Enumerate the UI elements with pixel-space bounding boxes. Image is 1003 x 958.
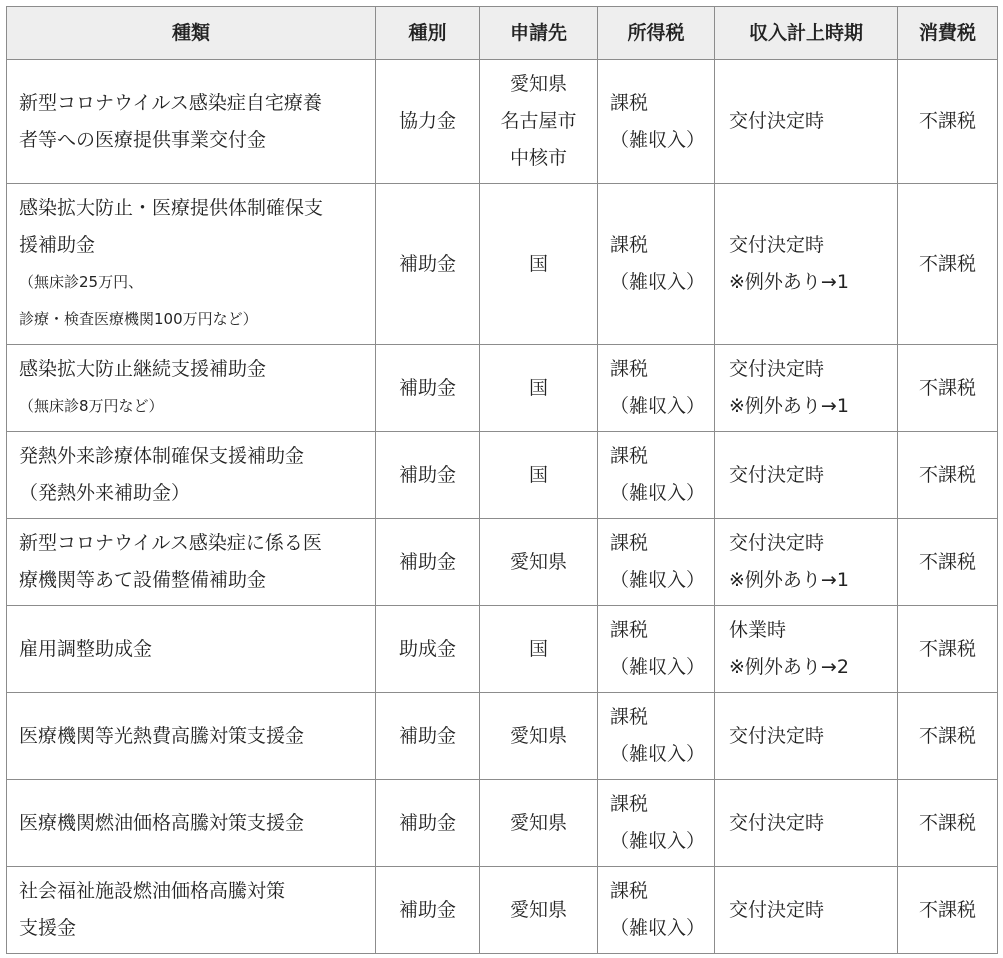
cell-income-tax bbox=[598, 432, 715, 519]
subsidy-tax-table bbox=[6, 6, 998, 954]
kind-note-lines-line: 診療・検査医療機関100万円など） bbox=[19, 310, 258, 328]
kind-lines-line: 発熱外来診療体制確保支援補助金 bbox=[19, 445, 305, 467]
cell-consumption-tax: 不課税 bbox=[898, 60, 998, 184]
income-tax-lines-line: （雑収入） bbox=[610, 128, 706, 151]
income-tax-lines-line: （雑収入） bbox=[610, 917, 706, 939]
timing-lines-line: 交付決定時 bbox=[729, 724, 825, 747]
kind-lines-line: 社会福祉施設燃油価格高騰対策 bbox=[19, 880, 286, 902]
kind-lines-line: 新型コロナウイルス感染症自宅療養 bbox=[19, 91, 322, 114]
income-tax-lines-line: （雑収入） bbox=[610, 656, 706, 678]
applicant-lines-line: 国 bbox=[528, 637, 548, 660]
cell-income-timing bbox=[715, 606, 898, 693]
cell-income-timing bbox=[715, 780, 898, 867]
table-row bbox=[7, 867, 998, 954]
table-row bbox=[7, 693, 998, 780]
timing-lines-line: 交付決定時 bbox=[729, 234, 825, 256]
cell-consumption-tax: 不課税 bbox=[898, 606, 998, 693]
applicant-lines-line: 愛知県 bbox=[509, 811, 567, 834]
cell-applicant bbox=[480, 345, 598, 432]
income-tax-lines-line: 課税 bbox=[610, 234, 649, 256]
cell-income-tax bbox=[598, 345, 715, 432]
timing-lines-line: ※例外あり→1 bbox=[729, 395, 849, 417]
cell-income-timing bbox=[715, 867, 898, 954]
timing-lines-line: ※例外あり→1 bbox=[729, 271, 849, 293]
table-row bbox=[7, 184, 998, 345]
timing-lines-line: 交付決定時 bbox=[729, 463, 825, 486]
cell-applicant bbox=[480, 780, 598, 867]
table-row bbox=[7, 60, 998, 184]
timing-lines-line: 休業時 bbox=[729, 619, 787, 641]
cell-income-tax bbox=[598, 780, 715, 867]
cell-kind bbox=[7, 345, 376, 432]
timing-lines-line: ※例外あり→2 bbox=[729, 656, 849, 678]
cell-kind bbox=[7, 780, 376, 867]
cell-category: 補助金 bbox=[376, 780, 480, 867]
income-tax-lines-line: 課税 bbox=[610, 706, 649, 728]
header-applicant: 申請先 bbox=[480, 7, 598, 60]
cell-income-tax bbox=[598, 60, 715, 184]
cell-income-timing bbox=[715, 345, 898, 432]
income-tax-lines-line: 課税 bbox=[610, 793, 649, 815]
cell-applicant bbox=[480, 519, 598, 606]
applicant-lines-line: 国 bbox=[528, 463, 548, 486]
cell-consumption-tax: 不課税 bbox=[898, 432, 998, 519]
cell-income-tax bbox=[598, 693, 715, 780]
kind-lines-line: 感染拡大防止・医療提供体制確保支 bbox=[19, 197, 324, 219]
cell-category: 助成金 bbox=[376, 606, 480, 693]
timing-lines-line: 交付決定時 bbox=[729, 110, 825, 132]
cell-category: 補助金 bbox=[376, 345, 480, 432]
kind-note-lines-line: （無床診25万円、 bbox=[19, 273, 144, 291]
income-tax-lines-line: （雑収入） bbox=[610, 743, 706, 765]
cell-applicant bbox=[480, 606, 598, 693]
cell-kind bbox=[7, 432, 376, 519]
kind-note-lines-line: （無床診8万円など） bbox=[19, 397, 164, 415]
income-tax-lines-line: （雑収入） bbox=[610, 271, 706, 293]
kind-lines-line: （発熱外来補助金） bbox=[19, 482, 191, 504]
cell-consumption-tax: 不課税 bbox=[898, 780, 998, 867]
cell-kind bbox=[7, 60, 376, 184]
applicant-lines-line: 愛知県 bbox=[509, 724, 567, 747]
kind-lines-line: 感染拡大防止継続支援補助金 bbox=[19, 358, 267, 380]
income-tax-lines-line: （雑収入） bbox=[610, 482, 706, 504]
applicant-lines-line: 国 bbox=[528, 376, 548, 399]
income-tax-lines-line: 課税 bbox=[610, 358, 649, 380]
income-tax-lines-line: （雑収入） bbox=[610, 395, 706, 417]
applicant-lines-line: 中核市 bbox=[509, 147, 567, 169]
cell-category: 補助金 bbox=[376, 867, 480, 954]
kind-lines-line: 療機関等あて設備整備補助金 bbox=[19, 569, 267, 591]
kind-lines-line: 雇用調整助成金 bbox=[19, 637, 153, 660]
applicant-lines-line: 愛知県 bbox=[509, 73, 567, 95]
table-row bbox=[7, 606, 998, 693]
income-tax-lines-line: 課税 bbox=[610, 91, 649, 114]
table-row bbox=[7, 432, 998, 519]
table-row bbox=[7, 345, 998, 432]
timing-lines-line: 交付決定時 bbox=[729, 811, 825, 834]
cell-kind bbox=[7, 867, 376, 954]
cell-kind bbox=[7, 693, 376, 780]
cell-consumption-tax: 不課税 bbox=[898, 345, 998, 432]
income-tax-lines-line: 課税 bbox=[610, 532, 649, 554]
cell-category: 補助金 bbox=[376, 432, 480, 519]
cell-category: 協力金 bbox=[376, 60, 480, 184]
cell-consumption-tax: 不課税 bbox=[898, 184, 998, 345]
income-tax-lines-line: 課税 bbox=[610, 619, 649, 641]
timing-lines-line: 交付決定時 bbox=[729, 358, 825, 380]
cell-applicant bbox=[480, 184, 598, 345]
cell-income-timing bbox=[715, 693, 898, 780]
kind-lines-line: 援補助金 bbox=[19, 234, 96, 256]
header-income-tax: 所得税 bbox=[598, 7, 715, 60]
income-tax-lines-line: （雑収入） bbox=[610, 830, 706, 852]
header-income-timing: 収入計上時期 bbox=[715, 7, 898, 60]
header-category: 種別 bbox=[376, 7, 480, 60]
income-tax-lines-line: 課税 bbox=[610, 880, 649, 902]
applicant-lines-line: 愛知県 bbox=[509, 550, 567, 573]
kind-lines-line: 新型コロナウイルス感染症に係る医 bbox=[19, 532, 322, 554]
cell-income-tax bbox=[598, 519, 715, 606]
header-row bbox=[7, 7, 998, 60]
timing-lines-line: 交付決定時 bbox=[729, 532, 825, 554]
table-row bbox=[7, 780, 998, 867]
timing-lines-line: ※例外あり→1 bbox=[729, 569, 849, 591]
kind-lines-line: 医療機関等光熱費高騰対策支援金 bbox=[19, 724, 305, 747]
applicant-lines-line: 名古屋市 bbox=[500, 110, 577, 132]
cell-applicant bbox=[480, 60, 598, 184]
header-kind: 種類 bbox=[7, 7, 376, 60]
cell-applicant bbox=[480, 867, 598, 954]
cell-income-tax bbox=[598, 867, 715, 954]
income-tax-lines-line: 課税 bbox=[610, 445, 649, 467]
cell-consumption-tax: 不課税 bbox=[898, 519, 998, 606]
table-row bbox=[7, 519, 998, 606]
cell-kind bbox=[7, 519, 376, 606]
applicant-lines-line: 愛知県 bbox=[509, 898, 567, 921]
cell-kind bbox=[7, 606, 376, 693]
timing-lines-line: 交付決定時 bbox=[729, 898, 825, 921]
kind-lines-line: 医療機関燃油価格高騰対策支援金 bbox=[19, 811, 305, 834]
kind-lines-line: 者等への医療提供事業交付金 bbox=[19, 128, 267, 151]
cell-category: 補助金 bbox=[376, 693, 480, 780]
cell-income-timing bbox=[715, 519, 898, 606]
kind-lines-line: 支援金 bbox=[19, 917, 77, 939]
cell-applicant bbox=[480, 693, 598, 780]
applicant-lines-line: 国 bbox=[528, 252, 548, 275]
cell-income-timing bbox=[715, 60, 898, 184]
cell-income-timing bbox=[715, 184, 898, 345]
cell-income-tax bbox=[598, 184, 715, 345]
cell-kind bbox=[7, 184, 376, 345]
header-consumption-tax: 消費税 bbox=[898, 7, 998, 60]
cell-applicant bbox=[480, 432, 598, 519]
cell-category: 補助金 bbox=[376, 184, 480, 345]
cell-income-timing bbox=[715, 432, 898, 519]
cell-consumption-tax: 不課税 bbox=[898, 693, 998, 780]
cell-income-tax bbox=[598, 606, 715, 693]
cell-consumption-tax: 不課税 bbox=[898, 867, 998, 954]
income-tax-lines-line: （雑収入） bbox=[610, 569, 706, 591]
cell-category: 補助金 bbox=[376, 519, 480, 606]
